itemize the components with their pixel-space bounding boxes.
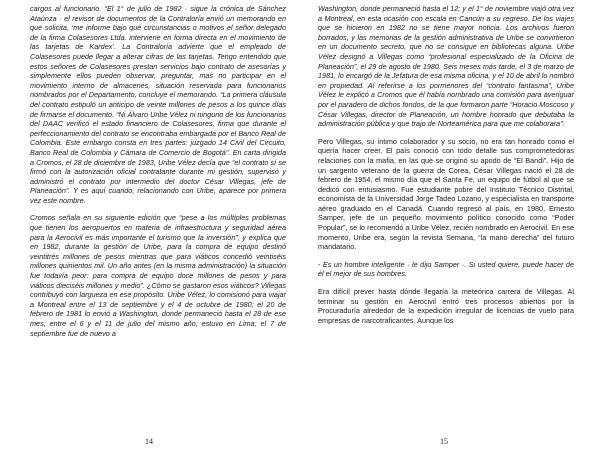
right-paragraph-1: Washington, donde permaneció hasta el 12; y el 1° de noviembre viajó otra vez a Montreal, en esta ocasión con escala en Cancún a su regreso. De los viajes que se hicieron en 1982 no se tiene mayor noticia. Los archivos fueron borrados, y las memorias de la gestión administrativa de Uribe se convirtieron en un documento secreto, que no se consigue en bibliotecas alguna. Uribe Vélez designó a Villegas como “profesional especializado de la Oficina de Planeación”, el 29 de agosto de 1980. Seis meses más tarde, el 3 de marzo de 1981, lo encargó de la Jefatura de esa misma oficina, y el 10 de abril lo nombró en propiedad. Al referirse a los pormenores del “contrato fantasma”, Uribe Vélez le explicó a Cromos que él había nombrado una comisión para averiguar por el paradero de dichos fondos, de la que formaron parte “Horacio Moscoso y César Villegas, director de Planeación, un hombre honrado que debutaba la administración pública y que trajo de Norteamérica para que me colaborara”. (318, 4, 574, 129)
left-paragraph-1: cargos al funcionario. “El 1° de julio de 1982 · sigue la crónica de Sánchez Ataúnza · el revisor de documentos de la Contraloría envió un memorando en que solicita, ‘me informe bajo qué circunstancias o motivos el señor delegado de la firma Colasesores Ltda. interviene en forma directa en el movimiento de las tarjetas de Kardex’. La Contraloría advierte que el empleado de Colasesores puede llegar a alterar cifras de las tarjetas. Tengo entendido que estos señores de Colasesores prestan servicios bajo contrato de asesorías y simplemente ellos pueden observar, preguntar, mas no participar en el movimiento interno de almacenes, situación reservada para funcionarios nombrados por el Departamento, concluye el memorando. “La primera cláusula del contrato estipuló un anticipo de veinte millones de pesos a los quince días de firmarse el documento. “Ni Álvaro Uribe Vélez ni ninguno de los funcionarios del DAAC verificó el estado financiero de Colasesores, firma que durante el perfeccionamiento del contrato se encontraba embargada por el Banco Real de Colombia. Este embargo consta en tres partes: juzgado 14 Civil del Circuito, Banco Real de Colombia y Cámara de Comercio de Bogotá”. En carta dirigida a Cromos, el 28 de diciembre de 1983, Uribe Vélez decía que “el contrato sí se firmó con la autorización oficial contratante durante mi gestión, supervisó y administró el contrato por intermedio del doctor César Villegas, jefe de Planeación”. Y es aquí cuando, relacionando con Uribe, aparece por primera vez este nombre. (30, 4, 286, 205)
right-paragraph-4: Era difícil prever hasta dónde llegaría la meteórica carrera de Villegas. Al terminar su gestión en Aerocivil entró tres procesos abiertos por la Procuraduría alrededor de la expedición irregular de licencias de vuelo para empresas de narcotraficantes. Aunque los (318, 287, 574, 325)
left-paragraph-2: Cromos señala en su siguiente edición que “pese a los múltiples problemas que tienen los aeropuertos en materia de infraestructura y seguridad aérea para la Aerocivil es más importante el turismo que la inversión”, y explica que en 1982, durante la gestión de Uribe, para la compra de equipo destinó veintitrés millones de pesos mientras que para viáticos concedió veintiséis millones quinientos mil. Un año antes (en la misma administración) la situación fue todavía peor: para compra de equipo doce millones de pesos y para viáticos dieciséis millones y medio”. ¿Cómo se gastaron esos viáticos? Villegas contribuyó con largueza en ese propósito. Uribe Vélez, lo comisionó para viajar a Montreal entre el 13 de septiembre y el 4 de octubre de 1980; el 20 de febrero de 1981 lo envió a Washington, donde permaneció hasta el 28 de ese mes; entre el 6 y el 11 de julio del mismo año, estuvo en Lima; el 7 de septiembre fue de nuevo a (30, 213, 286, 338)
right-paragraph-3: - Es un hombre inteligente · le dijo Samper ·. Si usted quiere, puede hacer de él el mejor de sus hombres. (318, 259, 574, 279)
right-page (300, 0, 600, 450)
right-paragraph-2: Pero Villegas, su íntimo colaborador y su socio, no era tan honrado como el quería hacer creer. El país conoció con todo detalle sus comprometedoras relaciones con la mafia, en las que se originó su apodo de “El Bandi”. Hijo de un sargento veterano de la guerra de Corea, César Villegas nació el 28 de febrero de 1954, el mismo día que el Santa Fe, un equipo de fútbol al que se dedicó con entusiasmo. Fue estudiante pobre del Instituto Técnico Distrital, economista de la Universidad Jorge Tadeo Lozano, y especialista en transporte aéreo graduado en el Canadá. Cuando regresó al país, en 1980, Ernesto Samper, jefe de un pequeño movimiento político conocido como “Poder Popular”, se lo recomendó a Uribe Vélez, recién nombrado en Aerocivil. En ese momento, Uribe era, según la revista Semana, “la mano derecha” del futuro mandatario. (318, 136, 574, 252)
page-number-left: 14 (145, 437, 153, 446)
page-number-right: 15 (440, 437, 448, 446)
